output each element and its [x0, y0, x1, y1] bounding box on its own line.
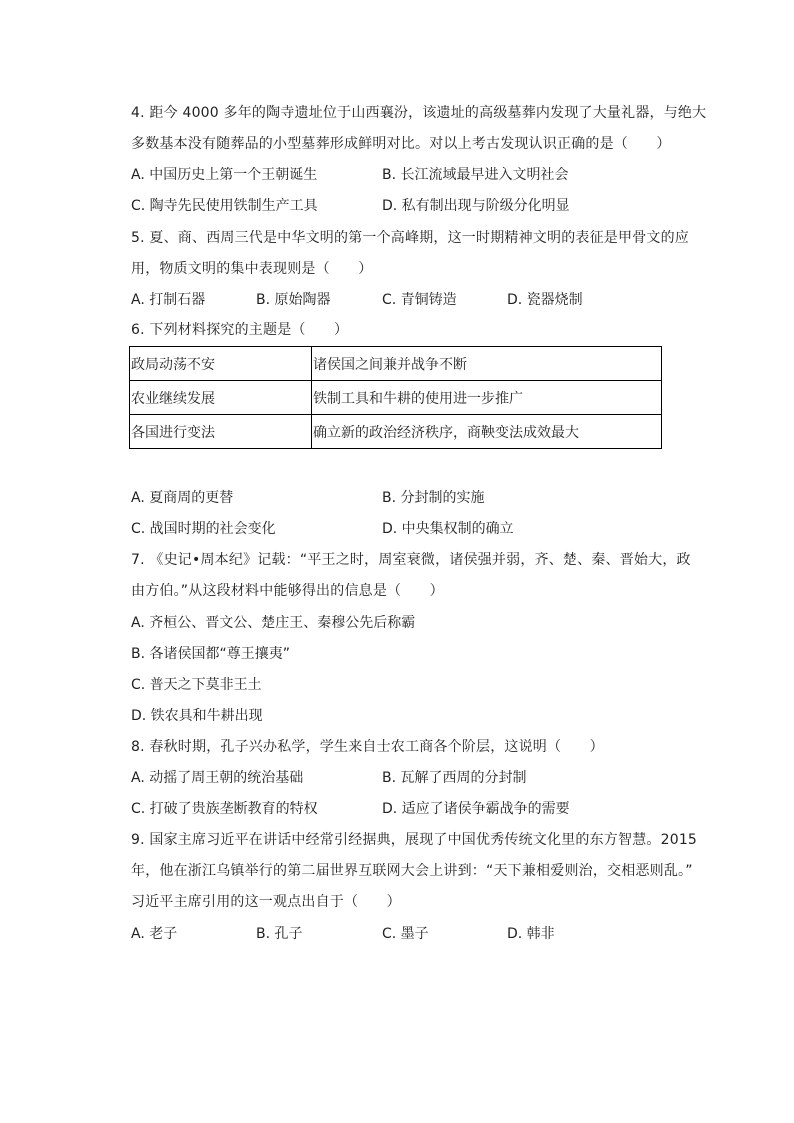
- question-5-option-a[interactable]: A. 打制石器: [131, 292, 206, 308]
- question-7-line-2: 由方伯。”从这段材料中能够得出的信息是（ ）: [131, 583, 444, 599]
- question-9-line-1: 9. 国家主席习近平在讲话中经常引经据典，展现了中国优秀传统文化里的东方智慧。2015: [131, 832, 698, 848]
- question-9-option-a[interactable]: A. 老子: [131, 926, 178, 942]
- question-8-option-b[interactable]: B. 瓦解了西周的分封制: [382, 770, 527, 786]
- question-4-option-b[interactable]: B. 长江流域最早进入文明社会: [382, 167, 569, 183]
- table-row: [130, 381, 662, 415]
- question-9-line-2: 年，他在浙江乌镇举行的第二届世界互联网大会上讲到：“天下兼相爱则治，交相恶则乱。”: [131, 863, 693, 879]
- table-cell: 政局动荡不安: [130, 347, 312, 381]
- question-8-option-c[interactable]: C. 打破了贵族垄断教育的特权: [131, 801, 318, 817]
- table-cell: 确立新的政治经济秩序，商鞅变法成效最大: [312, 415, 662, 449]
- question-8-option-d[interactable]: D. 适应了诸侯争霸战争的需要: [382, 801, 570, 817]
- table-cell: 各国进行变法: [130, 415, 312, 449]
- question-9-option-c[interactable]: C. 墨子: [382, 926, 429, 942]
- question-6-line-1: 6. 下列材料探究的主题是（ ）: [131, 322, 349, 338]
- question-6-option-c[interactable]: C. 战国时期的社会变化: [131, 521, 276, 537]
- question-4-option-c[interactable]: C. 陶寺先民使用铁制生产工具: [131, 198, 318, 214]
- question-7-option-a[interactable]: A. 齐桓公、晋文公、楚庄王、秦穆公先后称霸: [131, 615, 416, 631]
- question-5-line-2: 用，物质文明的集中表现则是（ ）: [131, 261, 373, 277]
- question-5-option-d[interactable]: D. 瓷器烧制: [507, 292, 583, 308]
- question-8-option-a[interactable]: A. 动摇了周王朝的统治基础: [131, 770, 304, 786]
- table-cell: 诸侯国之间兼并战争不断: [312, 347, 662, 381]
- question-9-option-b[interactable]: B. 孔子: [256, 926, 303, 942]
- question-7-line-1: 7. 《史记•周本纪》记载：“平王之时，周室衰微，诸侯强并弱，齐、楚、秦、晋始大，政: [131, 552, 691, 568]
- question-4-line-1: 4. 距今 4000 多年的陶寺遗址位于山西襄汾，该遗址的高级墓葬内发现了大量礼器，与绝大: [131, 105, 707, 121]
- question-7-option-b[interactable]: B. 各诸侯国都“尊王攘夷”: [131, 646, 291, 662]
- question-9-option-d[interactable]: D. 韩非: [507, 926, 555, 942]
- material-table: [129, 346, 662, 449]
- question-6-option-b[interactable]: B. 分封制的实施: [382, 490, 485, 506]
- question-5-line-1: 5. 夏、商、西周三代是中华文明的第一个高峰期，这一时期精神文明的表征是甲骨文的应: [131, 230, 690, 246]
- table-cell: 铁制工具和牛耕的使用进一步推广: [312, 381, 662, 415]
- question-9-line-3: 习近平主席引用的这一观点出自于（ ）: [131, 894, 401, 910]
- question-5-option-c[interactable]: C. 青铜铸造: [382, 292, 457, 308]
- table-cell: 农业继续发展: [130, 381, 312, 415]
- question-5-option-b[interactable]: B. 原始陶器: [256, 292, 331, 308]
- question-4-option-d[interactable]: D. 私有制出现与阶级分化明显: [382, 198, 570, 214]
- question-6-option-d[interactable]: D. 中央集权制的确立: [382, 521, 514, 537]
- question-8-line-1: 8. 春秋时期，孔子兴办私学，学生来自士农工商各个阶层，这说明（ ）: [131, 739, 604, 755]
- question-4-line-2: 多数基本没有随葬品的小型墓葬形成鲜明对比。对以上考古发现认识正确的是（ ）: [131, 136, 671, 152]
- table-row: [130, 415, 662, 449]
- table-row: [130, 347, 662, 381]
- question-6-option-a[interactable]: A. 夏商周的更替: [131, 490, 234, 506]
- question-7-option-c[interactable]: C. 普天之下莫非王土: [131, 677, 262, 693]
- question-4-option-a[interactable]: A. 中国历史上第一个王朝诞生: [131, 167, 318, 183]
- question-7-option-d[interactable]: D. 铁农具和牛耕出现: [131, 708, 263, 724]
